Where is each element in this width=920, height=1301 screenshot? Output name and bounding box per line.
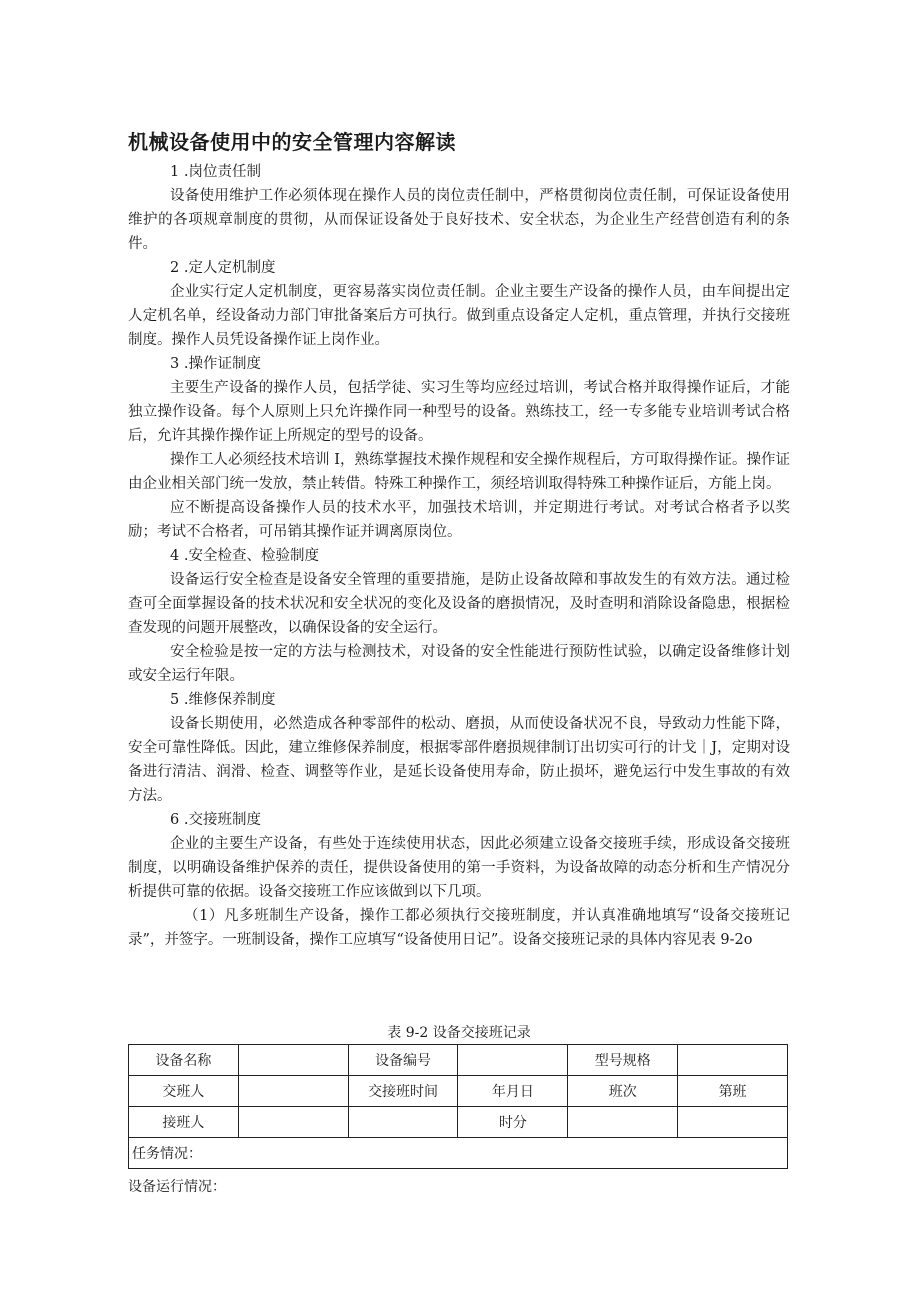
paragraph: 主要生产设备的操作人员，包括学徒、实习生等均应经过培训，考试合格并取得操作证后，才能独立操作设备。每个人原则上只允许操作同一种型号的设备。熟练技工，经一专多能专业培训考试合格后，允许其操作操作证上所规定的型号的设备。 — [128, 380, 790, 444]
section-heading: 3 .操作证制度 — [170, 356, 261, 372]
list-item-paragraph: （1）凡多班制生产设备，操作工都必须执行交接班制度，并认真准确地填写“设备交接班记录”，并签字。一班制设备，操作工应填写“设备使用日记”。设备交接班记录的具体内容见表 9-2o — [128, 908, 790, 948]
table-cell: 设备名称 — [129, 1045, 239, 1076]
table-cell — [458, 1045, 568, 1076]
paragraph: 安全检验是按一定的方法与检测技术，对设备的安全性能进行预防性试验，以确定设备维修计划或安全运行年限。 — [128, 644, 790, 684]
section-heading: 2 .定人定机制度 — [170, 260, 276, 276]
table-cell: 交班人 — [129, 1076, 239, 1107]
paragraph: 企业的主要生产设备，有些处于连续使用状态，因此必须建立设备交接班手续，形成设备交接班制度，以明确设备维护保养的责任，提供设备使用的第一手资料，为设备故障的动态分析和生产情况分析提供可靠的依据。设备交接班工作应该做到以下几项。 — [128, 836, 790, 900]
section-heading: 6 .交接班制度 — [170, 812, 261, 828]
table-cell — [238, 1045, 348, 1076]
table-row — [129, 1107, 788, 1138]
table-cell: 第班 — [678, 1076, 788, 1107]
section-heading: 5 .维修保养制度 — [170, 692, 276, 708]
paragraph: 设备长期使用，必然造成各种零部件的松动、磨损，从而使设备状况不良，导致动力性能下降，安全可靠性降低。因此，建立维修保养制度，根据零部件磨损规律制订出切实可行的计戈｜J，定期对设备进行清洁、润滑、检查、调整等作业，是延长设备使用寿命，防止损坏，避免运行中发生事故的有效方法。 — [128, 716, 790, 804]
table-row — [129, 1138, 788, 1169]
table-cell — [238, 1107, 348, 1138]
table-cell: 接班人 — [129, 1107, 239, 1138]
handover-record-table — [128, 1044, 788, 1169]
document-title: 机械设备使用中的安全管理内容解读 — [128, 130, 456, 154]
table-row — [129, 1045, 788, 1076]
paragraph: 操作工人必须经技术培训 I，熟练掌握技术操作规程和安全操作规程后，方可取得操作证。操作证由企业相关部门统一发放，禁止转借。特殊工种操作工，须经培训取得特殊工种操作证后，方能上岗。 — [128, 452, 790, 492]
task-status-cell: 任务情况： — [129, 1138, 788, 1169]
paragraph: 设备运行安全检查是设备安全管理的重要措施，是防止设备故障和事故发生的有效方法。通过检查可全面掌握设备的技术状况和安全状况的变化及设备的磨损情况，及时查明和消除设备隐患，根据检查发现的问题开展整改，以确保设备的安全运行。 — [128, 572, 790, 636]
section-heading: 4 .安全检查、检验制度 — [170, 548, 319, 564]
table-caption: 表 9-2 设备交接班记录 — [387, 1025, 531, 1041]
table-cell: 型号规格 — [568, 1045, 678, 1076]
table-cell — [678, 1045, 788, 1076]
paragraph: 企业实行定人定机制度，更容易落实岗位责任制。企业主要生产设备的操作人员，由车间提出定人定机名单，经设备动力部门审批备案后方可执行。做到重点设备定人定机，重点管理，并执行交接班制度。操作人员凭设备操作证上岗作业。 — [128, 284, 790, 348]
table-cell — [678, 1107, 788, 1138]
table-cell — [348, 1107, 458, 1138]
paragraph: 设备使用维护工作必须体现在操作人员的岗位责任制中，严格贯彻岗位责任制，可保证设备使用维护的各项规章制度的贯彻，从而保证设备处于良好技术、安全状态，为企业生产经营创造有利的条件。 — [128, 188, 790, 252]
document-body — [128, 160, 790, 952]
table-cell: 设备编号 — [348, 1045, 458, 1076]
table-cell: 年月日 — [458, 1076, 568, 1107]
table-cell — [568, 1107, 678, 1138]
equipment-status-label: 设备运行情况： — [128, 1179, 226, 1195]
section-heading: 1 .岗位责任制 — [170, 164, 261, 180]
table-cell — [238, 1076, 348, 1107]
table-cell: 班次 — [568, 1076, 678, 1107]
table-row — [129, 1076, 788, 1107]
table-cell: 时分 — [458, 1107, 568, 1138]
paragraph: 应不断提高设备操作人员的技术水平，加强技术培训，并定期进行考试。对考试合格者予以奖励；考试不合格者，可吊销其操作证并调离原岗位。 — [128, 500, 790, 540]
table-cell: 交接班时间 — [348, 1076, 458, 1107]
